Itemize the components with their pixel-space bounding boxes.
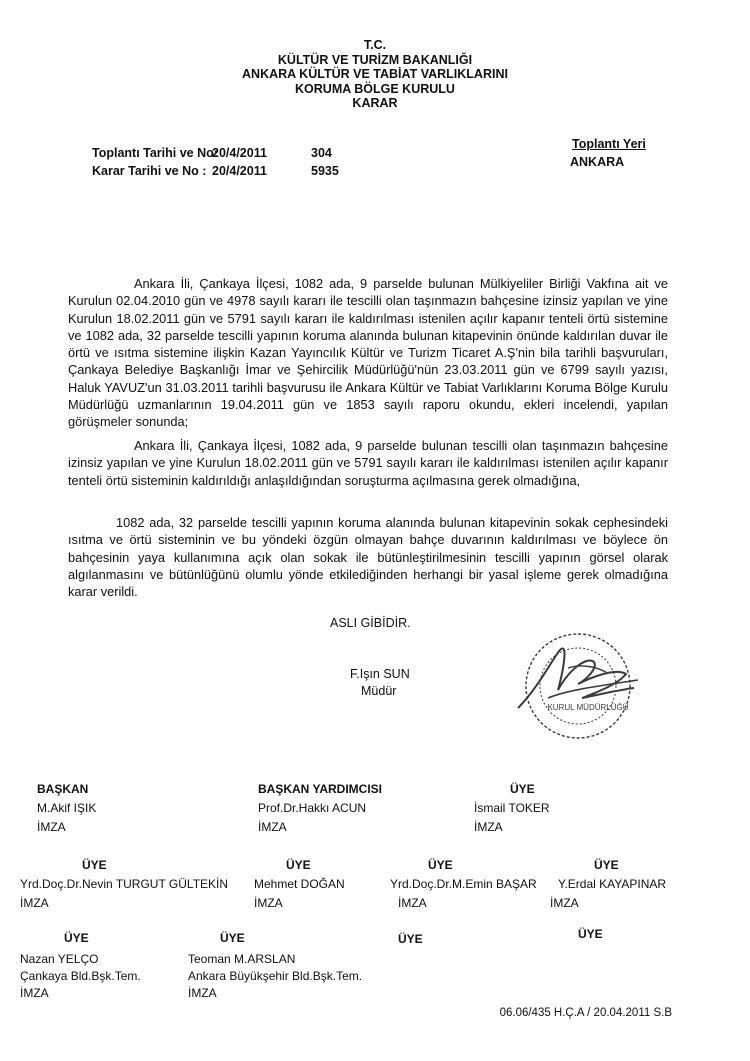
member-name: Mehmet DOĞAN [254,877,345,891]
member-sign: İMZA [398,896,427,910]
member-uye-6 [20,930,141,1002]
member-role: BAŞKAN [37,782,89,796]
member-name: Prof.Dr.Hakkı ACUN [258,801,367,815]
karar-label: Karar Tarihi ve No : [92,164,207,178]
toplanti-yeri-label: Toplantı Yeri [572,137,646,151]
member-role: ÜYE [428,858,453,872]
member-role: ÜYE [220,931,245,945]
member-uye-3 [254,856,345,913]
member-name: Yrd.Doç.Dr.M.Emin BAŞAR [390,877,537,891]
header-ministry: KÜLTÜR VE TURİZM BAKANLIĞI [277,52,473,67]
paragraph-2: Ankara İli, Çankaya İlçesi, 1082 ada, 9 parselde bulunan tescilli olan taşınmazın bahçesine izinsiz yapılan ve yine Kurulun 18.02.2011 gün ve 5791 sayılı kararı ile kaldırılması istenilen açılır kapanır tenteli örtü sisteminin kaldırıldığı anlaşıldığından soruşturma açılmasına gerek olmadığına, [68,438,668,488]
paragraph-1: Ankara İli, Çankaya İlçesi, 1082 ada, 9 parselde bulunan Mülkiyeliler Birliği Vakfına ait ve Kurulun 02.04.2010 gün ve 4978 sayılı kararı ile tescilli olan taşınmazın bahçesine izinsiz yapılan ve yine Kurulun 18.02.2011 gün ve 5791 sayılı kararı ile kaldırılması istenilen açılır kapanır tenteli örtü sistemine ve 1082 ada, 32 parselde tescilli yapının koruma alanında bulunan kitapevinin önünde kaldırılan duvar ile örtü ve ısıtma sistemine ilişkin Kazan Yayıncılık Kültür ve Turizm Ticaret A.Ş'nin bila tarihli başvuruları, Çankaya Belediye Başkanlığı İmar ve Şehircilik Müdürlüğü'nün 23.03.2011 gün ve 6799 sayılı yazısı, Haluk YAVUZ'un 31.03.2011 tarihli başvurusu ile Ankara Kültür ve Tabiat Varlıklarını Koruma Bölge Kurulu Müdürlüğü uzmanlarının 19.04.2011 gün ve 1853 sayılı raporu okundu, ekleri incelendi, yapılan görüşmeler sonunda; [68,276,668,430]
member-sign: İMZA [254,896,283,910]
toplanti-no: 304 [311,146,332,160]
member-uye-5 [550,856,667,913]
member-sign: İMZA [550,896,579,910]
asli-gibidir: ASLI GİBİDİR. [330,616,411,630]
header-karar: KARAR [352,96,398,110]
member-sign: İMZA [474,820,503,834]
director-title: Müdür [361,684,397,698]
member-role: BAŞKAN YARDIMCISI [258,782,383,796]
header-board-line2: KORUMA BÖLGE KURULU [295,81,455,96]
toplanti-yeri-value: ANKARA [570,155,625,169]
member-org: Çankaya Bld.Bşk.Tem. [20,969,141,983]
director-name: F.Işın SUN [350,667,410,681]
member-role: ÜYE [286,858,311,872]
member-role: ÜYE [64,931,89,945]
member-baskan-yardimcisi [258,780,382,837]
member-sign: İMZA [20,896,49,910]
member-role: ÜYE [398,932,423,946]
official-seal-stamp [498,628,648,746]
member-uye-8 [398,930,423,949]
member-name: İsmail TOKER [474,801,550,815]
header-tc: T.C. [363,38,387,52]
member-org: Ankara Büyükşehir Bld.Bşk.Tem. [188,969,363,983]
member-uye-4 [390,856,537,913]
member-uye-1 [474,780,550,837]
member-role: ÜYE [510,782,535,796]
member-role: ÜYE [594,858,619,872]
member-role: ÜYE [578,927,603,941]
member-uye-7 [188,930,362,1002]
member-sign: İMZA [37,820,66,834]
document-header [0,38,750,111]
member-name: M.Akif IŞIK [37,801,97,815]
document-reference: 06.06/435 H.Ç.A / 20.04.2011 S.B [499,1007,672,1019]
member-name: Nazan YELÇO [20,952,99,966]
member-name: Yrd.Doç.Dr.Nevin TURGUT GÜLTEKİN [20,877,229,891]
member-uye-9 [578,925,603,944]
header-board-line1: ANKARA KÜLTÜR VE TABİAT VARLIKLARINI [242,67,508,81]
member-baskan [37,780,96,837]
karar-date: 20/4/2011 [212,164,267,178]
toplanti-label: Toplantı Tarihi ve No: [92,146,218,160]
toplanti-date: 20/4/2011 [212,146,267,160]
paragraph-3: 1082 ada, 32 parselde tescilli yapının koruma alanında bulunan kitapevinin sokak cephesindeki ısıtma ve örtü sisteminin ve bu yöndeki özgün olmayan bahçe duvarının kaldırılması ve böylece ön bahçesinin yaya kullanımına açık olan sokak ile bütünleştirilmesinin tescilli yapının görsel olarak algılanmasını ve bütünlüğünü olumlu yönde etkilediğinden herhangi bir yasal işleme gerek olmadığına karar verildi. [68,515,668,600]
member-name: Teoman M.ARSLAN [188,952,296,966]
member-role: ÜYE [82,858,107,872]
member-sign: İMZA [188,986,217,1000]
stamp-text: KURUL MÜDÜRLÜĞÜ [547,703,629,712]
member-sign: İMZA [20,986,49,1000]
member-uye-2 [20,856,228,913]
member-name: Y.Erdal KAYAPINAR [558,877,667,891]
karar-no: 5935 [311,164,339,178]
member-sign: İMZA [258,820,287,834]
